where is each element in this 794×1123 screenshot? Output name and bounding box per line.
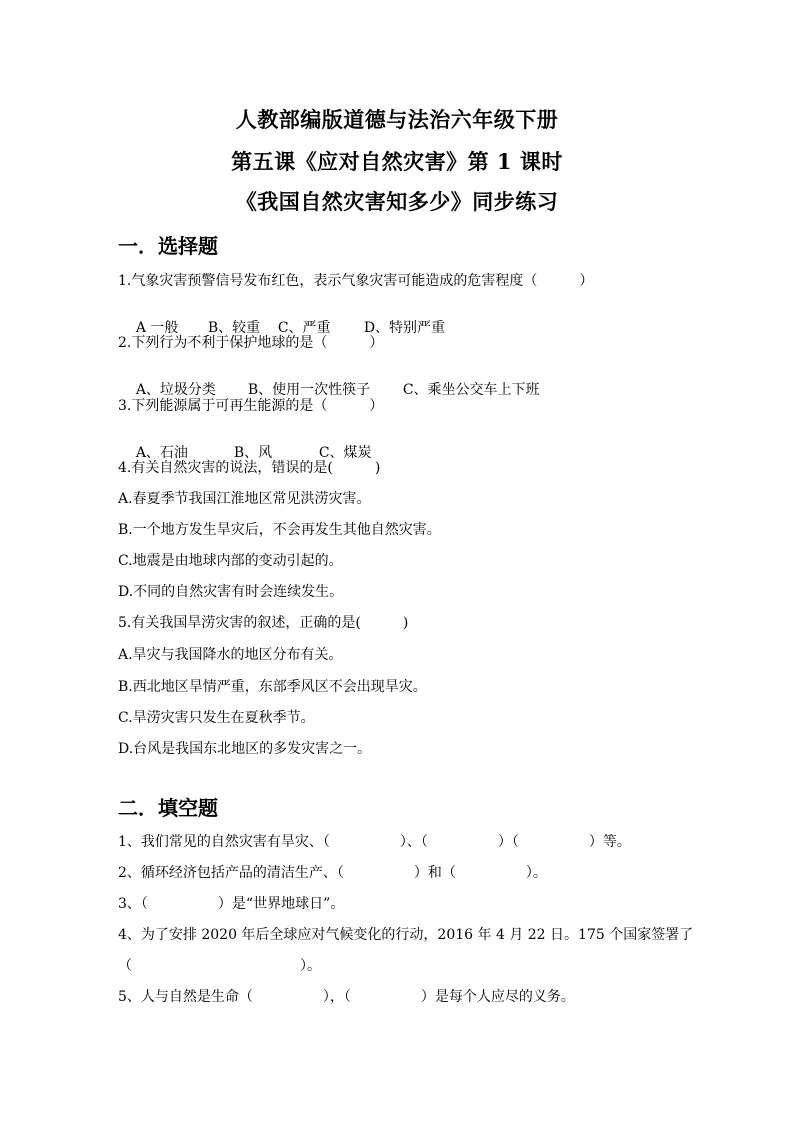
q4-option-a: A.春夏季节我国江淮地区常见洪涝灾害。: [118, 491, 371, 507]
section-heading-fill-blank: 二．填空题: [118, 796, 218, 820]
question-3-stem: 3.下列能源属于可再生能源的是（ ）: [118, 398, 384, 414]
question-5-stem: 5.有关我国旱涝灾害的叙述，正确的是( ): [118, 615, 409, 631]
question-4-stem: 4.有关自然灾害的说法，错误的是( ): [118, 460, 381, 476]
q3-option-a: A、石油: [135, 445, 188, 461]
document-title-line2: 第五课《应对自然灾害》第 1 课时: [231, 149, 563, 174]
question-2-stem: 2.下列行为不利于保护地球的是（ ）: [118, 335, 384, 351]
q5-option-a: A.旱灾与我国降水的地区分布有关。: [118, 647, 343, 663]
q5-option-b: B.西北地区旱情严重，东部季风区不会出现旱灾。: [118, 679, 427, 695]
document-title-line3: 《我国自然灾害知多少》同步练习: [235, 189, 559, 214]
q1-option-c: C、严重: [277, 320, 331, 336]
q2-option-a: A、垃圾分类: [135, 382, 216, 398]
q2-option-c: C、乘坐公交车上下班: [402, 382, 540, 398]
fill-blank-5: 5、人与自然是生命（ ），（ ）是每个人应尽的义务。: [118, 989, 575, 1005]
q3-option-c: C、煤炭: [318, 445, 372, 461]
q4-option-d: D.不同的自然灾害有时会连续发生。: [118, 584, 344, 600]
q1-option-a: A 一般: [135, 320, 179, 336]
q1-option-b: B、较重: [207, 320, 261, 336]
q5-option-d: D.台风是我国东北地区的多发灾害之一。: [118, 741, 372, 757]
q5-option-c: C.旱涝灾害只发生在夏秋季节。: [118, 710, 315, 726]
fill-blank-4-line2: （ ）。: [118, 958, 321, 974]
fill-blank-3: 3、（ ）是“世界地球日”。: [118, 896, 345, 912]
fill-blank-1: 1、我们常见的自然灾害有旱灾、（ ）、（ ）（ ）等。: [118, 834, 631, 850]
q2-option-b: B、使用一次性筷子: [247, 382, 371, 398]
section-heading-choice: 一．选择题: [118, 234, 218, 258]
fill-blank-2: 2、循环经济包括产品的清洁生产、（ ）和（ ）。: [118, 865, 547, 881]
q4-option-c: C.地震是由地球内部的变动引起的。: [118, 553, 343, 569]
question-1-stem: 1.气象灾害预警信号发布红色，表示气象灾害可能造成的危害程度（ ）: [118, 273, 594, 289]
q4-option-b: B.一个地方发生旱灾后，不会再发生其他自然灾害。: [118, 522, 441, 538]
document-title-line1: 人教部编版道德与法治六年级下册: [235, 107, 559, 132]
q1-option-d: D、特别严重: [363, 320, 446, 336]
q3-option-b: B、风: [233, 445, 273, 461]
fill-blank-4-line1: 4、为了安排 2020 年后全球应对气候变化的行动，2016 年 4 月 22 日。175 个国家签署了: [118, 927, 694, 943]
